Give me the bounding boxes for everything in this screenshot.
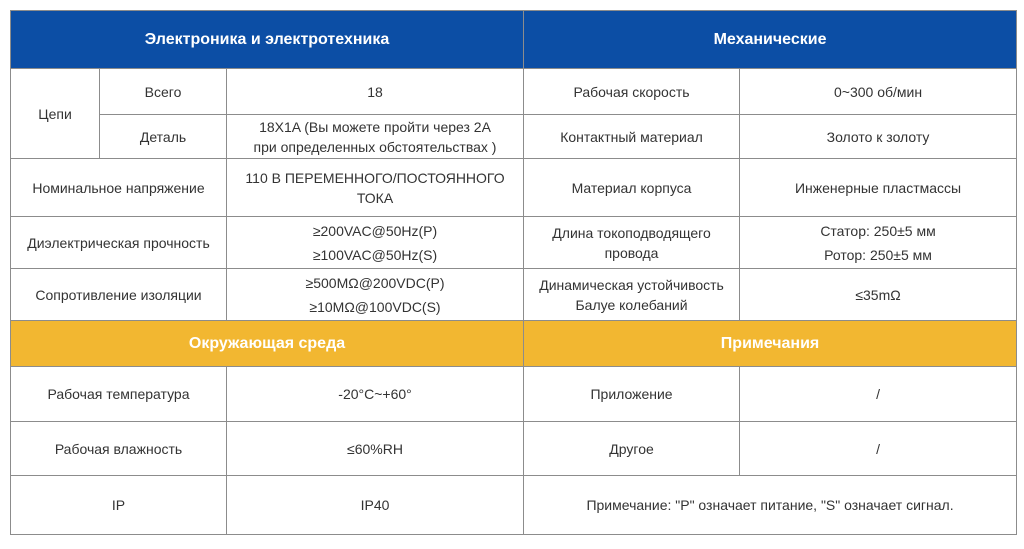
speed-label: Рабочая скорость xyxy=(524,69,740,115)
insulation-value-line2: ≥10MΩ@100VDC(S) xyxy=(309,298,441,315)
insulation-value-line1: ≥500MΩ@200VDC(P) xyxy=(305,274,445,291)
detail-value-line2: при определенных обстоятельствах ) xyxy=(253,138,497,155)
dynamic-value: ≤35mΩ xyxy=(740,269,1017,321)
dielectric-label: Диэлектрическая прочность xyxy=(11,217,227,269)
voltage-label: Номинальное напряжение xyxy=(11,159,227,217)
lead-label-line1: Длина токоподводящего xyxy=(552,224,711,241)
dielectric-value xyxy=(227,217,524,269)
housing-value: Инженерные пластмассы xyxy=(740,159,1017,217)
table-row xyxy=(11,422,1017,476)
dielectric-value-line1: ≥200VAC@50Hz(P) xyxy=(312,222,438,239)
header-row-bottom xyxy=(11,321,1017,367)
lead-value-line1: Статор: 250±5 мм xyxy=(820,222,936,239)
circuits-label: Цепи xyxy=(11,69,100,159)
table-row xyxy=(11,367,1017,422)
detail-value-line1: 18X1A (Вы можете пройти через 2A xyxy=(259,118,491,135)
housing-label: Материал корпуса xyxy=(524,159,740,217)
contact-value: Золото к золоту xyxy=(740,115,1017,159)
lead-value xyxy=(740,217,1017,269)
lead-value-line2: Ротор: 250±5 мм xyxy=(824,246,932,263)
header-row-top xyxy=(11,11,1017,69)
section-header-notes: Примечания xyxy=(524,321,1017,367)
table-row xyxy=(11,269,1017,321)
ip-value: IP40 xyxy=(227,476,524,535)
temp-value: -20°C~+60° xyxy=(227,367,524,422)
lead-label-line2: провода xyxy=(604,244,659,261)
other-value: / xyxy=(740,422,1017,476)
insulation-value xyxy=(227,269,524,321)
other-label: Другое xyxy=(524,422,740,476)
voltage-value-line1: 110 В ПЕРЕМЕННОГО/ПОСТОЯННОГО xyxy=(245,169,505,186)
dynamic-label xyxy=(524,269,740,321)
note-text: Примечание: "P" означает питание, "S" означает сигнал. xyxy=(524,476,1017,535)
detail-label: Деталь xyxy=(100,115,227,159)
dielectric-value-line2: ≥100VAC@50Hz(S) xyxy=(312,246,438,263)
table-row xyxy=(11,217,1017,269)
voltage-value-line2: ТОКА xyxy=(356,189,394,206)
application-value: / xyxy=(740,367,1017,422)
lead-label xyxy=(524,217,740,269)
contact-label: Контактный материал xyxy=(524,115,740,159)
section-header-electronics: Электроника и электротехника xyxy=(11,11,524,69)
section-header-mechanical: Механические xyxy=(524,11,1017,69)
speed-value: 0~300 об/мин xyxy=(740,69,1017,115)
dynamic-label-line2: Балуе колебаний xyxy=(575,296,688,313)
table-row xyxy=(11,159,1017,217)
table-row xyxy=(11,115,1017,159)
table-row xyxy=(11,69,1017,115)
application-label: Приложение xyxy=(524,367,740,422)
humidity-label: Рабочая влажность xyxy=(11,422,227,476)
section-header-environment: Окружающая среда xyxy=(11,321,524,367)
total-value: 18 xyxy=(227,69,524,115)
detail-value xyxy=(227,115,524,159)
total-label: Всего xyxy=(100,69,227,115)
table-row xyxy=(11,476,1017,535)
insulation-label: Сопротивление изоляции xyxy=(11,269,227,321)
temp-label: Рабочая температура xyxy=(11,367,227,422)
humidity-value: ≤60%RH xyxy=(227,422,524,476)
spec-table xyxy=(10,10,1017,535)
voltage-value xyxy=(227,159,524,217)
ip-label: IP xyxy=(11,476,227,535)
dynamic-label-line1: Динамическая устойчивость xyxy=(539,276,724,293)
